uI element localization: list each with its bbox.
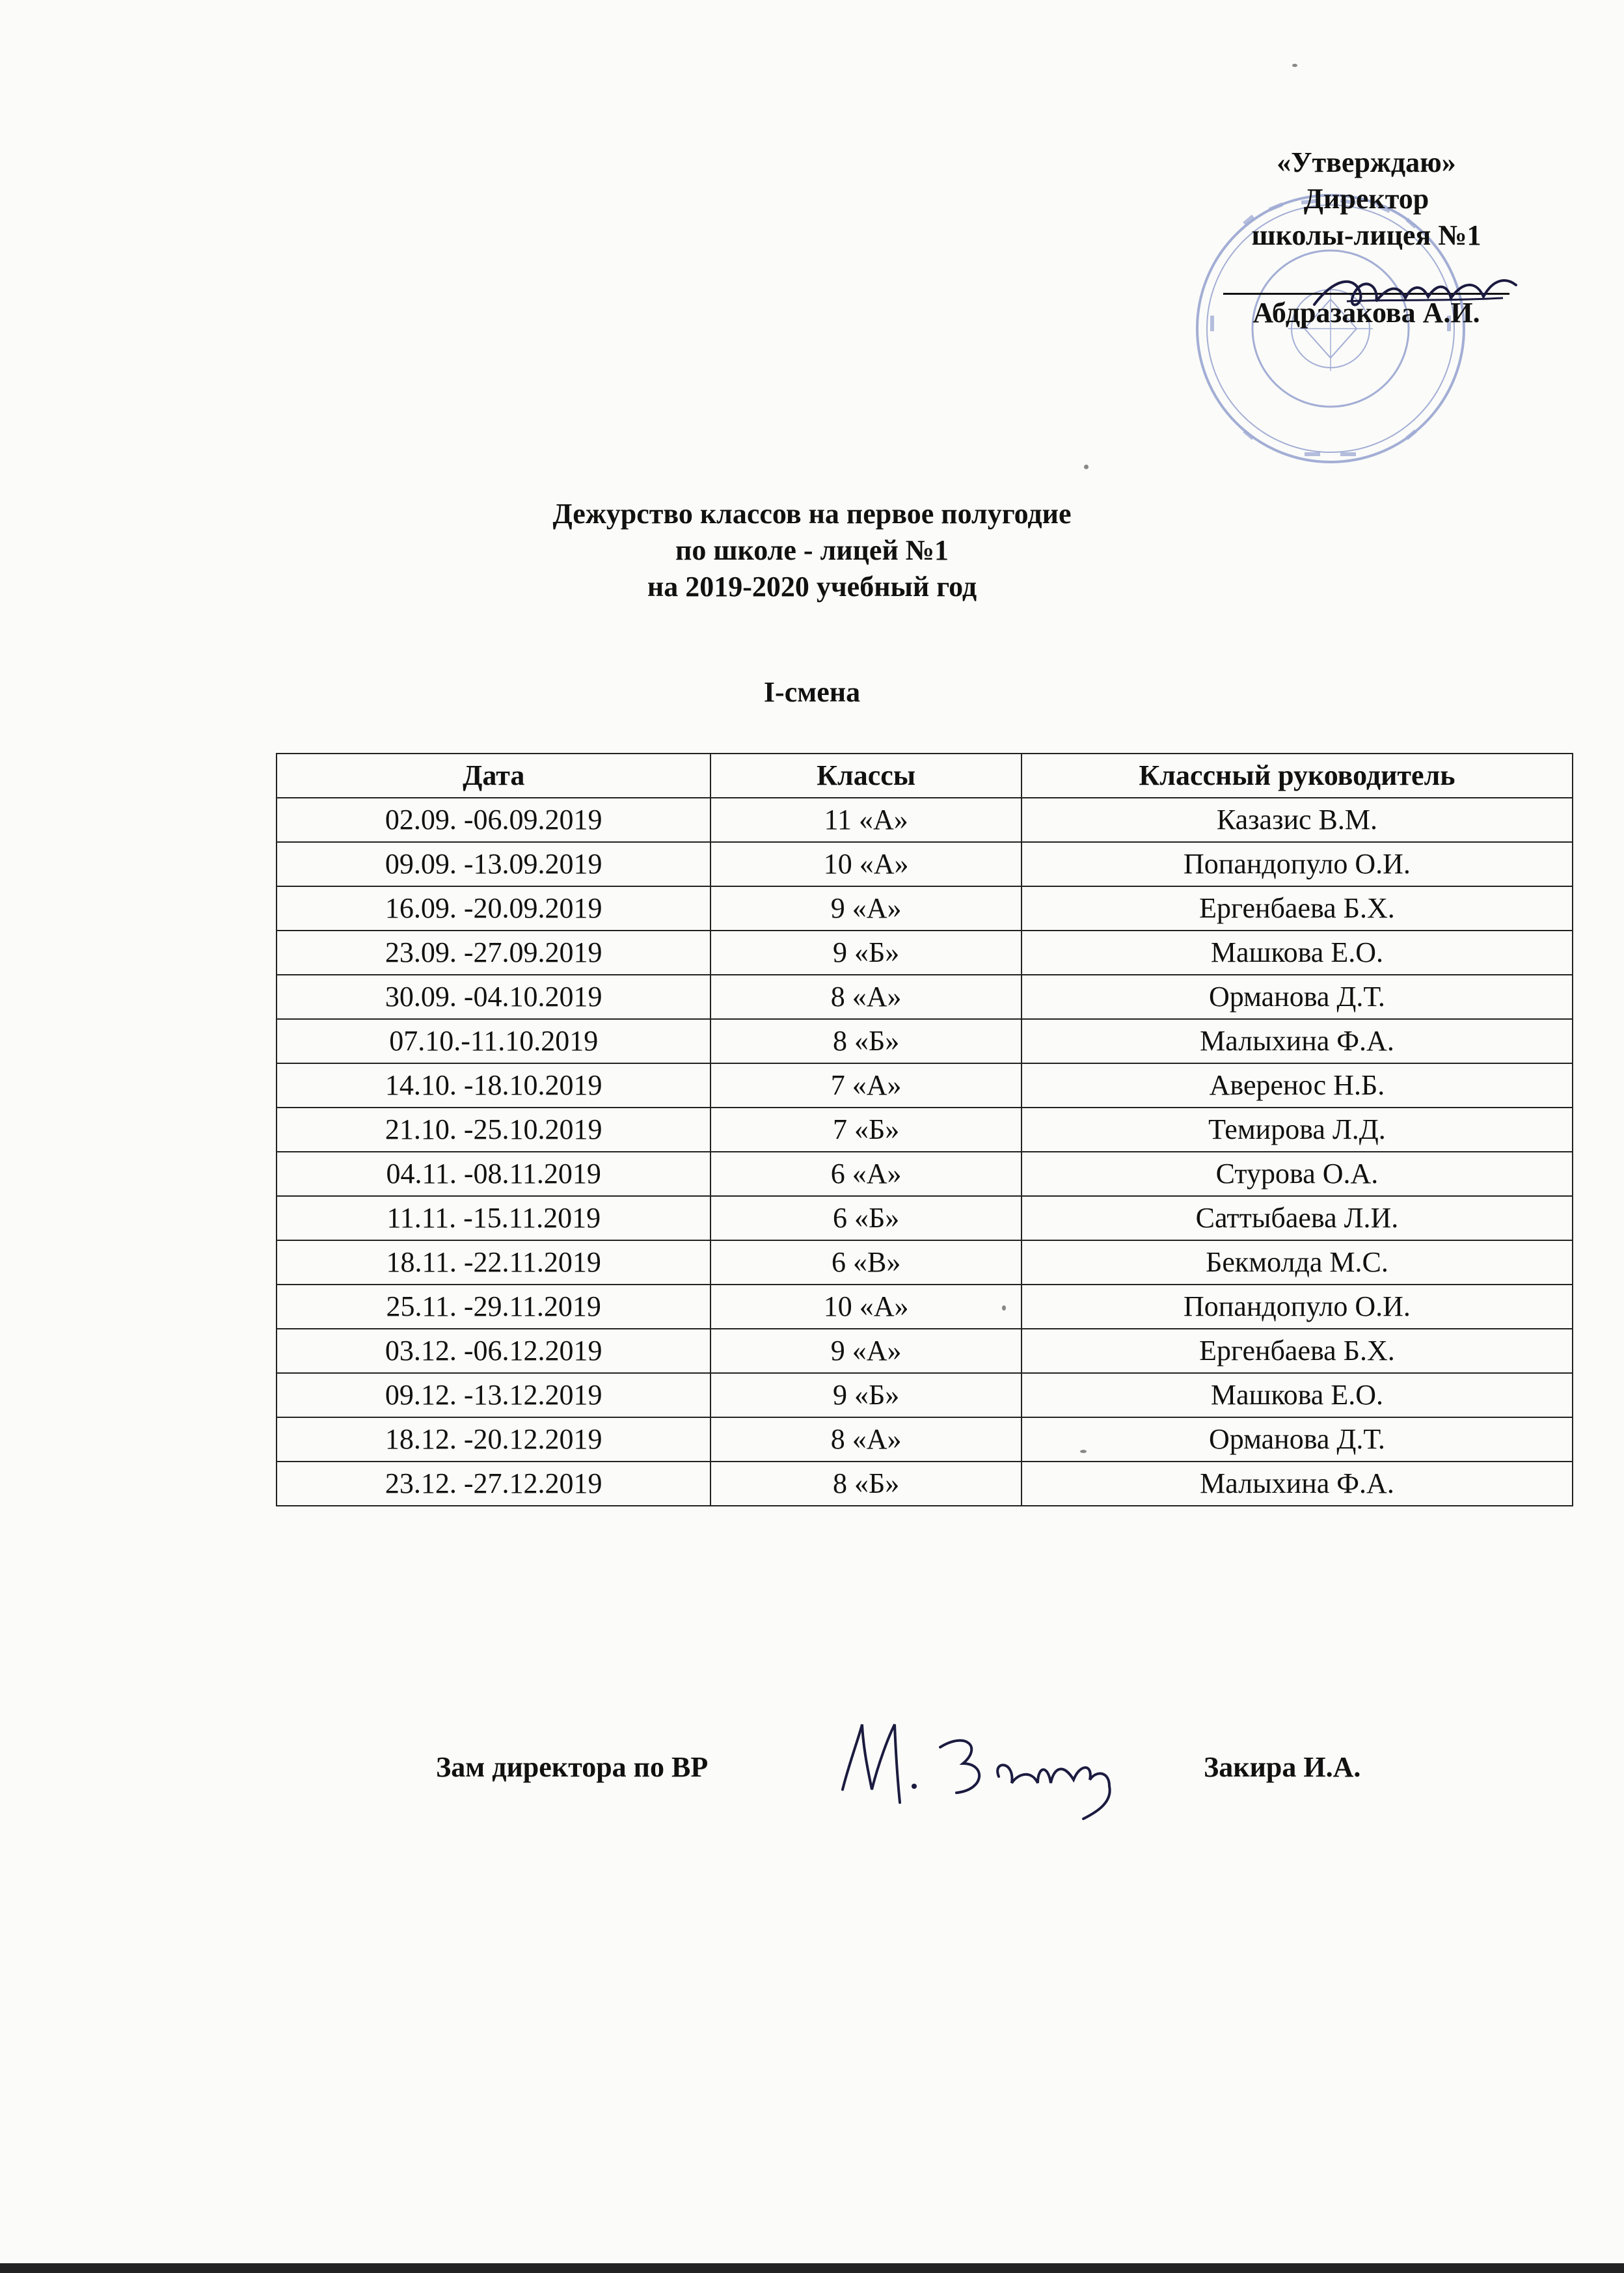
approval-organization: школы-лицея №1 <box>1251 219 1482 251</box>
table-row <box>277 1329 1573 1373</box>
cell-class: 9 «А» <box>710 886 1021 931</box>
deputy-name: Закира И.А. <box>1204 1751 1361 1783</box>
cell-date: 21.10. -25.10.2019 <box>277 1108 710 1152</box>
table-row <box>277 1462 1573 1506</box>
cell-teacher: Малыхина Ф.А. <box>1022 1462 1573 1506</box>
cell-date: 25.11. -29.11.2019 <box>277 1285 710 1329</box>
table-header-row <box>277 754 1573 798</box>
header-teacher: Классный руководитель <box>1022 754 1573 798</box>
scan-edge <box>0 2263 1624 2273</box>
cell-date: 04.11. -08.11.2019 <box>277 1152 710 1196</box>
approval-position: Директор <box>1303 183 1429 215</box>
table-row <box>277 842 1573 886</box>
approval-title: «Утверждаю» <box>1277 146 1456 178</box>
header-date: Дата <box>277 754 710 798</box>
director-signature <box>1308 265 1522 324</box>
scan-speck <box>1080 1450 1087 1453</box>
document-title: Дежурство классов на первое полугодие <box>552 498 1072 530</box>
cell-class: 6 «В» <box>710 1240 1021 1285</box>
school-year: на 2019-2020 учебный год <box>647 571 977 603</box>
table-row <box>277 798 1573 842</box>
header-classes: Классы <box>710 754 1021 798</box>
cell-teacher: Малыхина Ф.А. <box>1022 1019 1573 1063</box>
duty-schedule-table <box>276 753 1573 1506</box>
cell-teacher: Ергенбаева Б.Х. <box>1022 1329 1573 1373</box>
shift-label: I-смена <box>763 676 861 708</box>
cell-date: 18.11. -22.11.2019 <box>277 1240 710 1285</box>
table-row <box>277 1108 1573 1152</box>
table-row <box>277 1417 1573 1462</box>
cell-class: 9 «Б» <box>710 931 1021 975</box>
table-row <box>277 1063 1573 1108</box>
table-row <box>277 1240 1573 1285</box>
deputy-signature <box>823 1711 1135 1825</box>
scan-speck <box>1084 465 1089 469</box>
cell-class: 6 «А» <box>710 1152 1021 1196</box>
cell-teacher: Казазис В.М. <box>1022 798 1573 842</box>
cell-teacher: Темирова Л.Д. <box>1022 1108 1573 1152</box>
cell-date: 23.09. -27.09.2019 <box>277 931 710 975</box>
cell-class: 6 «Б» <box>710 1196 1021 1240</box>
cell-class: 7 «Б» <box>710 1108 1021 1152</box>
cell-date: 09.12. -13.12.2019 <box>277 1373 710 1417</box>
cell-teacher: Машкова Е.О. <box>1022 931 1573 975</box>
scan-speck <box>1292 64 1297 67</box>
cell-date: 18.12. -20.12.2019 <box>277 1417 710 1462</box>
cell-class: 9 «Б» <box>710 1373 1021 1417</box>
cell-teacher: Ергенбаева Б.Х. <box>1022 886 1573 931</box>
cell-teacher: Орманова Д.Т. <box>1022 975 1573 1019</box>
table-row <box>277 1152 1573 1196</box>
cell-teacher: Орманова Д.Т. <box>1022 1417 1573 1462</box>
cell-date: 09.09. -13.09.2019 <box>277 842 710 886</box>
deputy-position: Зам директора по ВР <box>436 1751 709 1783</box>
table-row <box>277 886 1573 931</box>
document-subtitle: по школе - лицей №1 <box>675 534 949 566</box>
cell-date: 07.10.-11.10.2019 <box>277 1019 710 1063</box>
cell-teacher: Саттыбаева Л.И. <box>1022 1196 1573 1240</box>
cell-date: 14.10. -18.10.2019 <box>277 1063 710 1108</box>
cell-teacher: Машкова Е.О. <box>1022 1373 1573 1417</box>
cell-teacher: Бекмолда М.С. <box>1022 1240 1573 1285</box>
cell-date: 11.11. -15.11.2019 <box>277 1196 710 1240</box>
table-row <box>277 1019 1573 1063</box>
cell-class: 10 «А» <box>710 842 1021 886</box>
cell-teacher: Стурова О.А. <box>1022 1152 1573 1196</box>
cell-date: 16.09. -20.09.2019 <box>277 886 710 931</box>
scan-speck <box>1002 1305 1006 1311</box>
cell-date: 02.09. -06.09.2019 <box>277 798 710 842</box>
cell-teacher: Попандопуло О.И. <box>1022 1285 1573 1329</box>
cell-class: 11 «А» <box>710 798 1021 842</box>
table-row <box>277 1285 1573 1329</box>
cell-class: 8 «Б» <box>710 1019 1021 1063</box>
cell-date: 03.12. -06.12.2019 <box>277 1329 710 1373</box>
cell-class: 10 «А» <box>710 1285 1021 1329</box>
cell-class: 8 «А» <box>710 975 1021 1019</box>
table-row <box>277 975 1573 1019</box>
cell-class: 8 «А» <box>710 1417 1021 1462</box>
cell-class: 9 «А» <box>710 1329 1021 1373</box>
table-row <box>277 1373 1573 1417</box>
table-row <box>277 1196 1573 1240</box>
approval-name: Абдразакова А.И. <box>1252 297 1480 329</box>
cell-teacher: Попандопуло О.И. <box>1022 842 1573 886</box>
cell-date: 23.12. -27.12.2019 <box>277 1462 710 1506</box>
cell-date: 30.09. -04.10.2019 <box>277 975 710 1019</box>
cell-class: 7 «А» <box>710 1063 1021 1108</box>
cell-teacher: Аверенос Н.Б. <box>1022 1063 1573 1108</box>
table-row <box>277 931 1573 975</box>
cell-class: 8 «Б» <box>710 1462 1021 1506</box>
